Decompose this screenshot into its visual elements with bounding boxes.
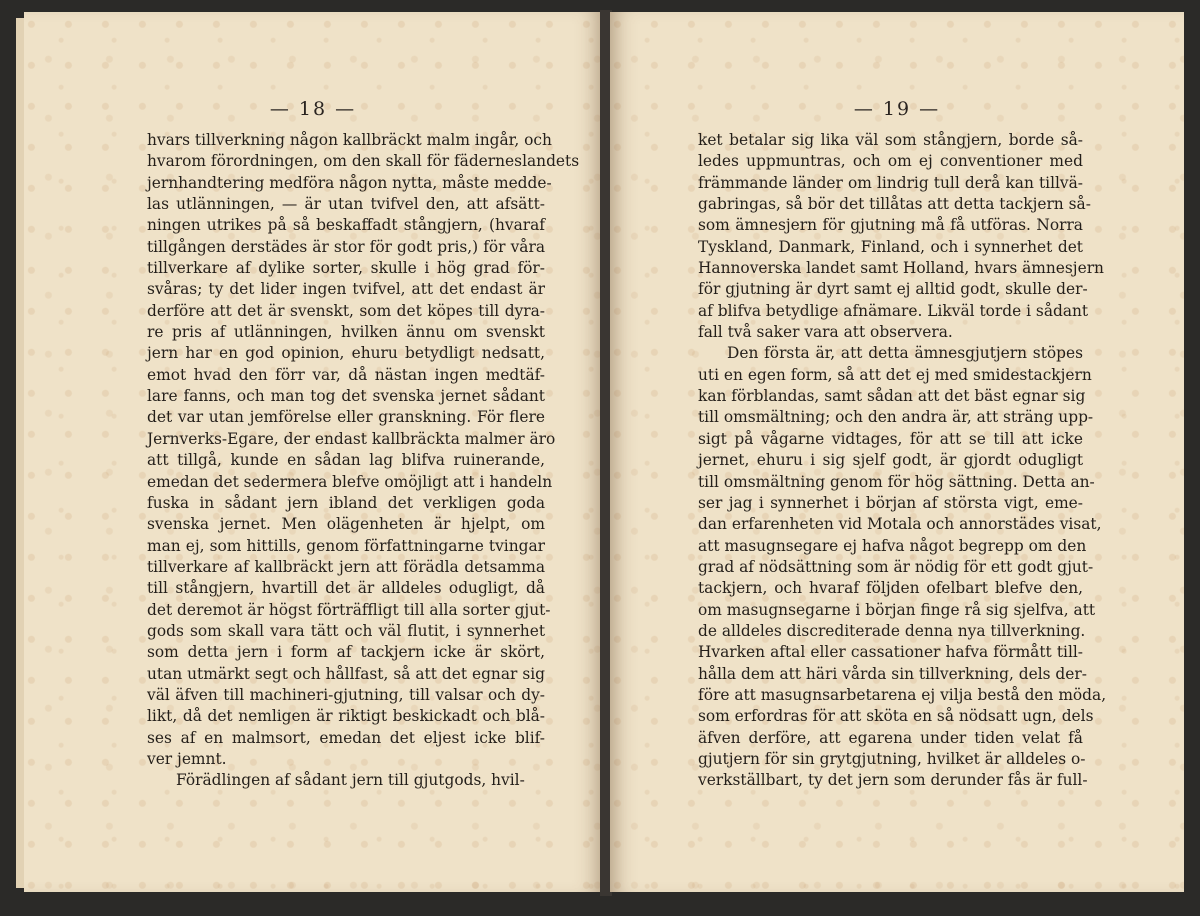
- text-line: emedan det sedermera blefve omöjligt att i handeln: [147, 472, 553, 491]
- text-line: fuska in sådant jern ibland det verkligen goda: [147, 493, 545, 512]
- text-line: ses af en malmsort, emedan det eljest icke blif-: [147, 728, 545, 747]
- text-line: tillgången derstädes är stor för godt pris,) för våra: [147, 237, 545, 256]
- text-line: Jernverks-Egare, der endast kallbräckta malmer äro: [147, 429, 556, 448]
- text-line: om masugnsegarne i början finge rå sig sjelfva, att: [698, 600, 1096, 619]
- text-line: jernet, ehuru i sig sjelf godt, är gjordt odugligt: [698, 451, 1083, 470]
- text-line: till omsmältning genom för hög sättning. Detta an-: [698, 472, 1095, 491]
- text-line: Den första är, att detta ämnesgjutjern stöpes: [727, 344, 1083, 363]
- text-line: tillverkare af kallbräckt jern att förädla detsamma: [147, 557, 545, 576]
- text-line: före att masugnsarbetarena ej vilja bestå den möda,: [698, 685, 1107, 704]
- text-line: hvarom förordningen, om den skall för fäderneslandets: [147, 152, 580, 171]
- text-line: likt, då det nemligen är riktigt beskickadt och blå-: [147, 707, 545, 726]
- text-line: derföre att det är svenskt, som det köpes till dyra-: [147, 301, 545, 320]
- text-line: Tyskland, Danmark, Finland, och i synnerhet det: [698, 237, 1083, 256]
- text-line: sigt på vågarne vidtages, för att se till att icke: [698, 429, 1083, 448]
- text-line: tillverkare af dylike sorter, skulle i hög grad för-: [147, 259, 545, 278]
- text-line: äfven derföre, att egarena under tiden velat få: [698, 728, 1083, 747]
- text-line: tackjern, och hvaraf följden ofelbart blefve den,: [698, 579, 1083, 598]
- text-line: kan förblandas, samt sådan att det bäst egnar sig: [698, 387, 1086, 406]
- text-line: att tillgå, kunde en sådan lag blifva ruinerande,: [147, 451, 545, 470]
- text-line: hvars tillverkning någon kallbräckt malm ingår, och: [147, 131, 552, 149]
- text-line: uti en egen form, så att det ej med smidestackjern: [698, 365, 1092, 384]
- left-page: [24, 12, 602, 892]
- text-line: de alldeles discrediterade denna nya tillverkning.: [698, 621, 1086, 640]
- text-line: som erfordras för att sköta en så nödsatt ugn, dels: [698, 707, 1094, 726]
- text-line: ser jag i synnerhet i början af största vigt, eme-: [698, 493, 1083, 512]
- text-line: gabringas, så bör det tillåtas att detta tackjern så-: [698, 195, 1091, 214]
- text-line: hålla dem att häri vårda sin tillverkning, dels der-: [698, 664, 1087, 683]
- text-line: som ämnesjern för gjutning må få utföras. Norra: [698, 216, 1083, 235]
- page-number: — 18 —: [269, 98, 357, 120]
- text-line: ningen utrikes på så beskaffadt stångjern, (hvaraf: [147, 216, 545, 235]
- text-line: gjutjern för sin grytgjutning, hvilket är alldeles o-: [698, 749, 1086, 768]
- text-line: som detta jern i form af tackjern icke är skört,: [147, 643, 545, 662]
- text-line: emot hvad den förr var, då nästan ingen medtäf-: [147, 365, 545, 384]
- text-line: svenska jernet. Men olägenheten är hjelpt, om: [147, 515, 545, 534]
- text-line: ledes uppmuntras, och om ej conventioner med: [698, 152, 1083, 171]
- text-line: jernhandtering medföra någon nytta, måste medde-: [147, 173, 552, 192]
- text-line: lare fanns, och man tog det svenska jernet sådant: [147, 387, 545, 406]
- text-line: verkställbart, ty det jern som derunder fås är full-: [698, 771, 1088, 790]
- text-line: väl äfven till machineri-gjutning, till valsar och dy-: [147, 685, 545, 704]
- right-page: [610, 12, 1184, 892]
- text-line: ver jemnt.: [147, 749, 227, 768]
- text-line: fall två saker vara att observera.: [698, 323, 953, 342]
- text-line: ket betalar sig lika väl som stångjern, borde så-: [698, 131, 1083, 149]
- text-line: Hannoverska landet samt Holland, hvars ämnesjern: [698, 259, 1104, 278]
- text-line: jern har en god opinion, ehuru betydligt nedsatt,: [147, 344, 545, 363]
- text-line: Förädlingen af sådant jern till gjutgods, hvil-: [176, 771, 525, 790]
- text-line: man ej, som hittills, genom författningarne tvingar: [147, 536, 545, 555]
- text-line: grad af nödsättning som är nödig för ett godt gjut-: [698, 557, 1094, 576]
- text-line: det deremot är högst förträffligt till alla sorter gjut-: [147, 600, 551, 619]
- page-number: — 19 —: [853, 98, 941, 120]
- text-line: gods som skall vara tätt och väl flutit, i synnerhet: [147, 621, 545, 640]
- text-line: det var utan jemförelse eller granskning. För flere: [147, 408, 545, 427]
- body-text: [147, 130, 580, 792]
- body-text: [698, 130, 1107, 792]
- text-line: las utlänningen, — är utan tvifvel den, att afsätt-: [147, 195, 545, 214]
- text-line: utan utmärkt segt och hållfast, så att det egnar sig: [147, 664, 545, 683]
- text-line: för gjutning är dyrt samt ej alltid godt, skulle der-: [698, 280, 1088, 299]
- text-line: att masugnsegare ej hafva något begrepp om den: [698, 536, 1087, 555]
- text-line: främmande länder om lindrig tull derå kan tillvä-: [698, 173, 1083, 192]
- text-line: Hvarken aftal eller cassationer hafva förmått till-: [698, 643, 1083, 662]
- text-line: svåras; ty det lider ingen tvifvel, att det endast är: [147, 280, 545, 299]
- text-line: af blifva betydlige afnämare. Likväl torde i sådant: [698, 301, 1089, 320]
- text-line: dan erfarenheten vid Motala och annorstädes visat,: [698, 515, 1102, 534]
- text-line: till omsmältning; och den andra är, att sträng upp-: [698, 408, 1094, 427]
- text-line: re pris af utlänningen, hvilken ännu om svenskt: [147, 323, 545, 342]
- text-line: till stångjern, hvartill det är alldeles odugligt, då: [147, 579, 545, 598]
